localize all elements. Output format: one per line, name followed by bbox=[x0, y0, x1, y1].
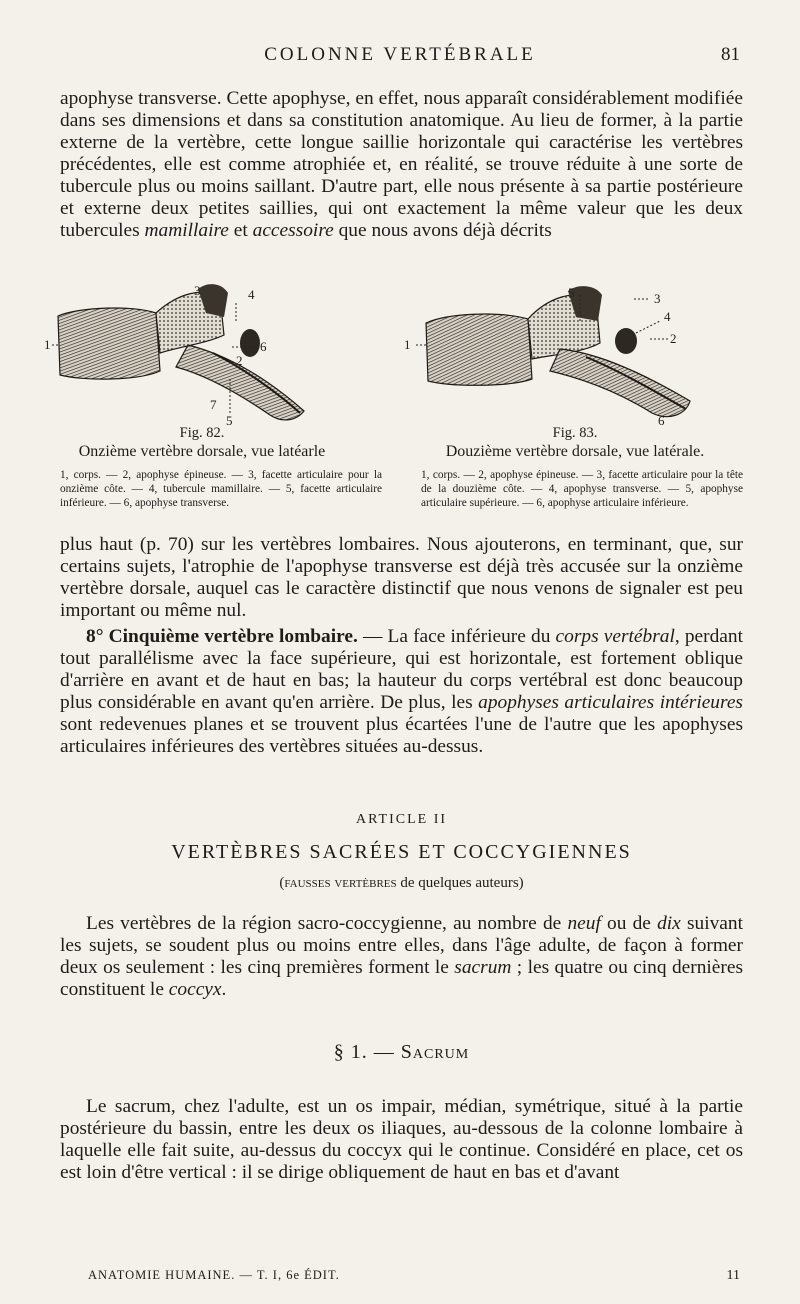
section-heading: § 1. — Sacrum bbox=[333, 1041, 470, 1063]
term-mamillaire: mamillaire bbox=[144, 220, 229, 241]
fig83-label-6: 6 bbox=[658, 413, 665, 426]
signature-mark: 11 bbox=[726, 1268, 740, 1283]
subsection-heading: 8° Cinquième vertèbre lombaire. bbox=[86, 626, 358, 647]
fig83-label-5: 5 bbox=[568, 285, 575, 300]
fig82-label-2: 2 bbox=[236, 353, 243, 368]
page-footer bbox=[88, 1268, 740, 1286]
paragraph-2: plus haut (p. 70) sur les vertèbres lombaires. Nous ajouterons, en terminant, que, sur certains sujets, l'atrophie de l'apophyse transverse est déjà très accusée sur la onzième vertèbre dorsale, auquel cas le caractère distinctif que nous venons de signaler est peu important ou même nul. bbox=[60, 534, 743, 621]
fig83-label-1: 1 bbox=[404, 337, 411, 352]
figure-82-legend: 1, corps. — 2, apophyse épineuse. — 3, facette articulaire pour la onzième côte. — 4, tubercule mamillaire. — 5, facette articulaire inférieure. — 6, apophyse transverse. bbox=[60, 469, 382, 510]
figure-83-number: Fig. 83. bbox=[552, 425, 598, 441]
fig83-label-2: 2 bbox=[670, 331, 677, 346]
fig83-label-3: 3 bbox=[654, 291, 661, 306]
paragraph-4: Les vertèbres de la région sacro-coccygienne, au nombre de neuf ou de dix suivant les sujets, se soudent plus ou moins entre elles, dans l'âge adulte, de façon à former deux os seulement : les cinq premières forment le sacrum ; les quatre ou cinq dernières constituent le coccyx. bbox=[60, 913, 744, 1000]
figure-82 bbox=[38, 283, 368, 426]
fig82-label-7: 7 bbox=[210, 397, 217, 412]
term-accessoire: accessoire bbox=[252, 220, 334, 241]
article-title: VERTÈBRES SACRÉES ET COCCYGIENNES bbox=[171, 841, 632, 863]
figure-83-title: Douzième vertèbre dorsale, vue latérale. bbox=[445, 443, 705, 460]
running-head bbox=[60, 44, 740, 68]
paragraph-5: Le sacrum, chez l'adulte, est un os impair, médian, symétrique, situé à la partie postérieure du bassin, entre les deux os iliaques, au-dessous de la colonne lombaire à laquelle elle fait suite, au-dessus du coccyx qui le continue. Considéré en place, cet os est loin d'être vertical : il se dirige obliquement de haut en bas et d'avant bbox=[60, 1096, 743, 1183]
figure-83 bbox=[400, 283, 745, 426]
figure-82-number: Fig. 82. bbox=[179, 425, 225, 441]
paragraph-3: 8° Cinquième vertèbre lombaire. — La face inférieure du corps vertébral, perdant tout parallélisme avec la face supérieure, qui est horizontale, est fortement oblique d'arrière en avant et de haut en bas; la hauteur du corps vertébral est donc beaucoup plus considérable en avant qu'en arrière. De plus, les apophyses articulaires intérieures sont redevenues planes et se trouvent plus écartées l'une de l'autre que les apophyses articulaires inférieures des vertèbres situées au-dessus. bbox=[60, 626, 743, 757]
figure-83-legend: 1, corps. — 2, apophyse épineuse. — 3, facette articulaire pour la tête de la douzième côte. — 4, apophyse transverse. — 5, apophyse articulaire supérieure. — 6, apophyse articulaire inférieure. bbox=[421, 469, 743, 510]
vertebra-12-illustration bbox=[400, 283, 745, 426]
fig83-label-4: 4 bbox=[664, 309, 671, 324]
fig82-label-6: 6 bbox=[260, 339, 267, 354]
fig82-label-4: 4 bbox=[248, 287, 255, 302]
footer-edition: ANATOMIE HUMAINE. — T. I, 6e ÉDIT. bbox=[88, 1268, 340, 1282]
figure-82-title: Onzième vertèbre dorsale, vue latéarle bbox=[78, 443, 326, 460]
fig82-label-5: 5 bbox=[226, 413, 233, 426]
article-subtitle: (fausses vertèbres de quelques auteurs) bbox=[279, 875, 524, 891]
fig82-label-3: 3 bbox=[194, 283, 201, 298]
article-label: ARTICLE II bbox=[355, 812, 448, 827]
fig82-label-1: 1 bbox=[44, 337, 51, 352]
paragraph-1: apophyse transverse. Cette apophyse, en effet, nous apparaît considérablement modifiée dans ses dimensions et dans sa constitution anatomique. Au lieu de former, à la partie externe de la vertèbre, cette longue saillie horizontale qui caractérise les vertèbres précédentes, elle est comme atrophiée et, en réalité, se trouve réduite à une sorte de tubercule plus ou moins saillant. D'autre part, elle nous présente à sa partie postérieure et externe deux petites saillies, qui ont exactement la même valeur que les deux tubercules mamillaire et accessoire que nous avons déjà décrits bbox=[60, 88, 743, 241]
page-number: 81 bbox=[721, 44, 740, 65]
running-title: COLONNE VERTÉBRALE bbox=[264, 44, 536, 65]
vertebra-11-illustration bbox=[38, 283, 368, 426]
